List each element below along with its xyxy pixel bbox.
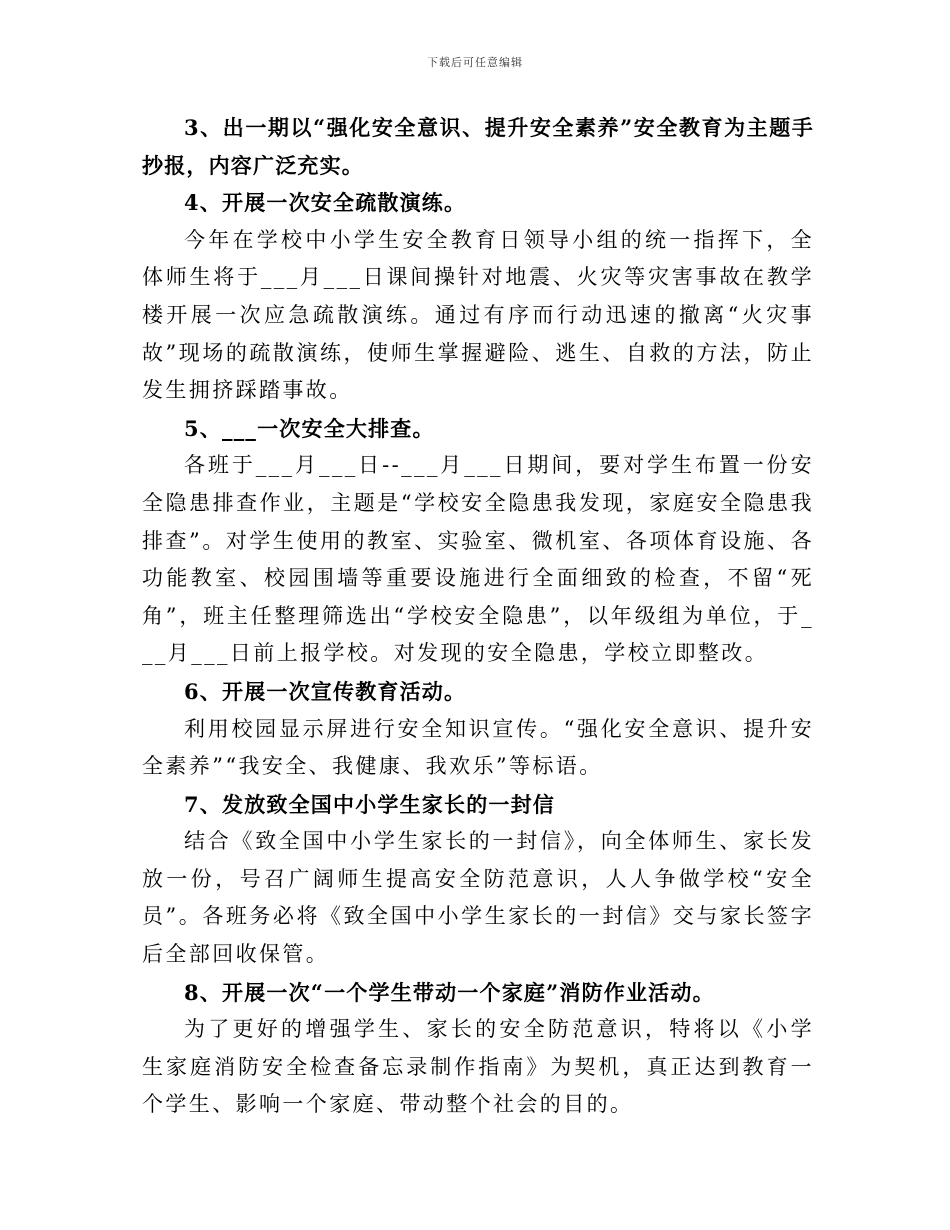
- heading-item-7: 7、发放致全国中小学生家长的一封信: [184, 791, 556, 817]
- heading-item-8: 8、开展一次“一个学生带动一个家庭”消防作业活动。: [184, 979, 715, 1005]
- heading-item-5: 5、___一次安全大排查。: [184, 415, 435, 441]
- heading-item-6: 6、开展一次宣传教育活动。: [184, 678, 467, 704]
- heading-item-3: 3、出一期以“强化安全意识、提升安全素养”安全教育为主题手抄报，内容广泛充实。: [142, 115, 814, 178]
- heading-item-4: 4、开展一次安全疏散演练。: [184, 190, 467, 216]
- paragraph-safety-inspection: 各班于___月___日--___月___日期间，要对学生布置一份安全隐患排查作业，主题是“学校安全隐患我发现，家庭安全隐患我排查”。对学生使用的教室、实验室、微机室、各项体育设施、各功能教室、校园围墙等重要设施进行全面细致的检查，不留“死角”，班主任整理筛选出“学校安全隐患”，以年级组为单位，于___月___日前上报学校。对发现的安全隐患，学校立即整改。: [142, 453, 814, 666]
- paragraph-parent-letter: 结合《致全国中小学生家长的一封信》，向全体师生、家长发放一份，号召广阔师生提高安全防范意识，人人争做学校“安全员”。各班务必将《致全国中小学生家长的一封信》交与家长签字后全部回收保管。: [142, 829, 814, 967]
- document-body: [142, 109, 814, 1124]
- header-note: 下载后可任意编辑: [427, 56, 523, 69]
- paragraph-publicity: 利用校园显示屏进行安全知识宣传。“强化安全意识、提升安全素养”“我安全、我健康、我欢乐”等标语。: [142, 716, 814, 779]
- paragraph-fire-safety: 为了更好的增强学生、家长的安全防范意识，特将以《小学生家庭消防安全检查备忘录制作指南》为契机，真正达到教育一个学生、影响一个家庭、带动整个社会的目的。: [142, 1017, 814, 1117]
- paragraph-evacuation-drill: 今年在学校中小学生安全教育日领导小组的统一指挥下，全体师生将于___月___日课间操针对地震、火灾等灾害事故在教学楼开展一次应急疏散演练。通过有序而行动迅速的撤离“火灾事故”现场的疏散演练，使师生掌握避险、逃生、自救的方法，防止发生拥挤踩踏事故。: [142, 227, 814, 403]
